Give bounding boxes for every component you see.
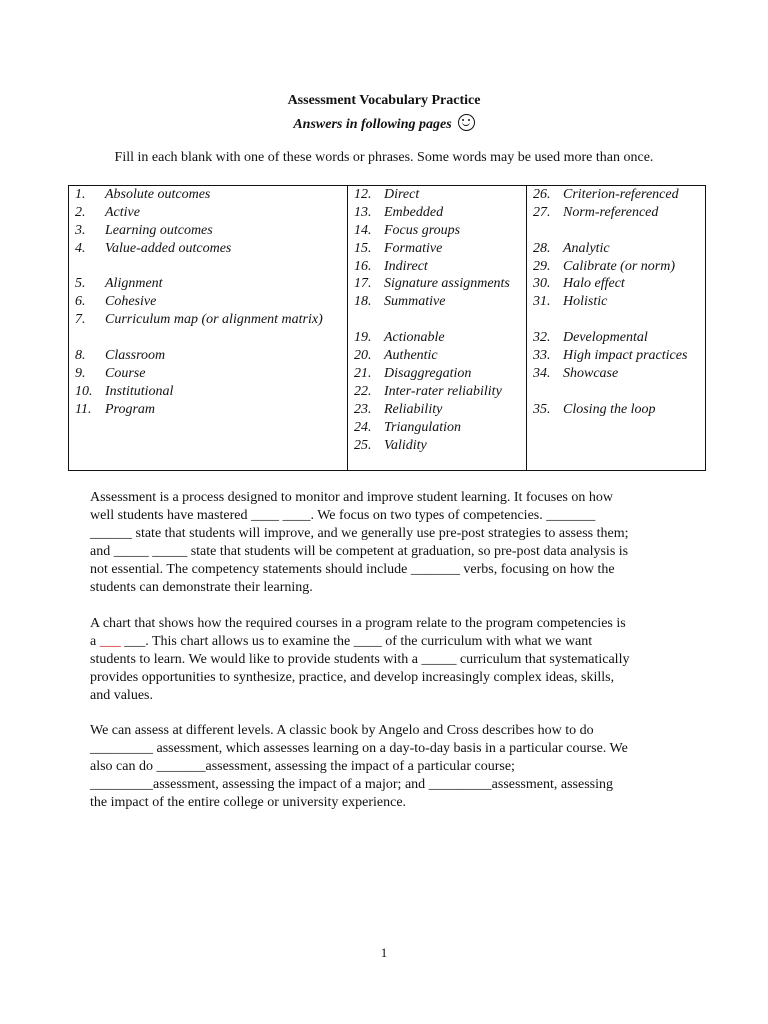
word-bank-item: 27. Norm-referenced [533,205,659,220]
page-title: Assessment Vocabulary Practice [287,93,481,108]
text-line: A chart that shows how the required courses in a program relate to the program competencies is [90,616,626,631]
text-line: well students have mastered ____ ____. We focus on two types of competencies. _______ [90,508,596,523]
word-bank-column-1 [69,186,348,470]
text-line: a ___ ___. This chart allows us to examine the ____ of the curriculum with what we want [90,634,593,649]
word-bank-item: 2. Active [75,205,140,220]
text-line: ______ state that students will improve, and we generally use pre-post strategies to assess them; [90,526,629,541]
word-bank-item: 17. Signature assignments [354,276,510,291]
word-bank-item: 22. Inter-rater reliability [354,384,502,399]
page-number: 1 [380,945,388,960]
word-bank-item: 1. Absolute outcomes [75,187,211,202]
instructions: Fill in each blank with one of these words or phrases. Some words may be used more than once. [114,150,654,165]
word-bank-item: 19. Actionable [354,330,445,345]
text-line: _________assessment, assessing the impact of a major; and _________assessment, assessing [90,777,613,792]
paragraph-assessment-levels [90,722,680,812]
text-line: provides opportunities to synthesize, practice, and develop increasingly complex ideas, skills, [90,670,615,685]
word-bank-item: 30. Halo effect [533,276,625,291]
word-bank-item: 13. Embedded [354,205,444,220]
word-bank-item: 26. Criterion-referenced [533,187,679,202]
word-bank-item: 25. Validity [354,438,427,453]
word-bank-item: 34. Showcase [533,366,619,381]
word-bank-item: 24. Triangulation [354,420,462,435]
text-line: not essential. The competency statements should include _______ verbs, focusing on how the [90,562,615,577]
text-line: students to learn. We would like to provide students with a _____ curriculum that systematically [90,652,630,667]
text-line: _________ assessment, which assesses learning on a day-to-day basis in a particular course. We [90,741,628,756]
word-bank-item: 10. Institutional [75,384,174,399]
word-bank-item: 8. Classroom [75,348,166,363]
text-line: Assessment is a process designed to monitor and improve student learning. It focuses on how [90,490,613,505]
word-bank-item: 5. Alignment [75,276,163,291]
word-bank-item: 21. Disaggregation [354,366,472,381]
smiley-face-icon [458,114,475,131]
text-line: We can assess at different levels. A classic book by Angelo and Cross describes how to do [90,723,594,738]
word-bank-item: 9. Course [75,366,146,381]
word-bank-item: 3. Learning outcomes [75,223,213,238]
word-bank-item: 18. Summative [354,294,446,309]
word-bank-item: 11. Program [75,402,156,417]
word-bank-item: 33. High impact practices [533,348,688,363]
word-bank-column-3 [527,186,705,470]
paragraph-learning-outcomes [90,489,680,597]
word-bank-item: 14. Focus groups [354,223,461,238]
word-bank-column-2 [348,186,527,470]
word-bank-item: 20. Authentic [354,348,438,363]
text-line: students can demonstrate their learning. [90,580,313,595]
word-bank-item: 31. Holistic [533,294,608,309]
red-blank: ___ [99,634,121,649]
word-bank-item: 4. Value-added outcomes [75,241,232,256]
word-bank-item: 15. Formative [354,241,443,256]
page-subtitle [0,114,768,133]
text-line: the impact of the entire college or university experience. [90,795,407,810]
word-bank-item: 16. Indirect [354,259,428,274]
text-line: and _____ _____ state that students will be competent at graduation, so pre-post data analysis is [90,544,629,559]
subtitle-text: Answers in following pages [293,117,452,132]
text-line: also can do _______assessment, assessing the impact of a particular course; [90,759,515,774]
word-bank-item: 35. Closing the loop [533,402,656,417]
word-bank-item: 29. Calibrate (or norm) [533,259,675,274]
word-bank-item: 7. Curriculum map (or alignment matrix) [75,312,323,327]
word-bank-item: 6. Cohesive [75,294,157,309]
word-bank-item: 28. Analytic [533,241,610,256]
text-line: and values. [90,688,153,703]
word-bank-item: 12. Direct [354,187,420,202]
word-bank-item: 23. Reliability [354,402,443,417]
word-bank-table [68,185,706,471]
paragraph-curriculum-map [90,615,680,705]
word-bank-item: 32. Developmental [533,330,648,345]
